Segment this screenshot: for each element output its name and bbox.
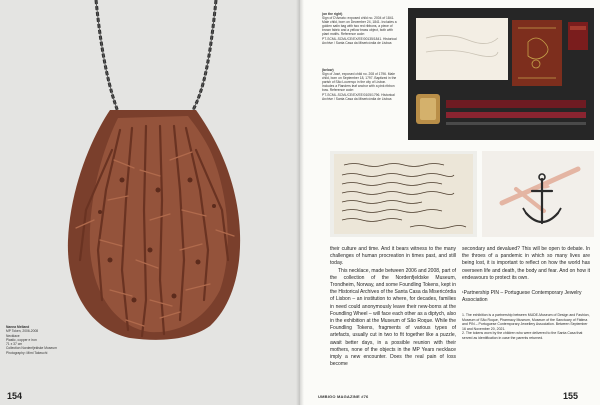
caption-title: MP Token, 2006-2008 bbox=[6, 329, 39, 334]
caption-collection: Collection Nordenfjeldske Museum bbox=[6, 346, 57, 351]
body-column-2 bbox=[462, 246, 590, 341]
page-number-left: 154 bbox=[7, 391, 23, 401]
caption-artist: Nanna Melland bbox=[6, 325, 30, 329]
footnotes bbox=[462, 313, 590, 341]
caption-photographer: Photography: Mimi Takeuchi bbox=[6, 350, 48, 355]
caption-type: Necklace bbox=[6, 333, 20, 338]
left-caption bbox=[6, 325, 126, 355]
paragraph: their culture and time. And it bears witness to the many challenges of human procreation in times past, and still today. bbox=[330, 246, 456, 267]
caption-below bbox=[322, 68, 398, 101]
footnote: 1. The exhibition is a partnership between MUDE‑Museum of Design and Fashion, Museum of São Roque, Pharmacy Museum, Museum of the Sanctuary of Fátima and PIN – Portuguese Contemporary Jewellery Association. Between September 16 and November 20, 2021. bbox=[462, 313, 590, 331]
foundling-tokens-photo bbox=[408, 8, 594, 140]
footnote: 2. The tokens worn by the children who were delivered to the Santa Casa that served as identification in case the parents returned. bbox=[462, 331, 583, 340]
caption-label: (below) bbox=[322, 68, 334, 72]
anchor-token-photo bbox=[482, 151, 594, 237]
caption-dimensions: 71 x 37 cm bbox=[6, 342, 23, 347]
caption-materials: Plastic, copper e iron bbox=[6, 337, 37, 342]
handwritten-letter-photo bbox=[330, 151, 477, 237]
paragraph: secondary and devalued? This will be open to debate. In the throes of a pandemic in which so many lives are being lost, it is important to reflect on how the world has overseen life and death, the body and fear. And on how it endeavours to protect its own. bbox=[462, 246, 590, 281]
caption-text: Sign of José, exposed child no. 208 of 1796. Male child, born on September 18, 1797. Baptized in the parish of São Lourenço in the city of Lisbon. Includes a Flanders leaf anchor with a pink ribbon bow. Reference code: PT‑SCML‑SCML/CE/EX/EE/0105/1796. Historical Archive / Santa Casa da Misericórdia de Lisboa bbox=[322, 72, 397, 101]
spine-gutter bbox=[296, 0, 304, 405]
caption-label: (on the right) bbox=[322, 12, 343, 16]
necklace-photo bbox=[10, 0, 270, 340]
paragraph: This necklace, made between 2006 and 2008, part of the collection of the Nordenfjeldske Museum, Trondheim, Norway, and some Foundling Tokens, kept in the Historical Archives of the Santa Casa da Misericórdia of Lisbon – an institution to where, for decades, families in need could anonymously leave their new-borns at the Foundling Wheel – will face each other as a diptych, also in the exhibition at the Museum of São Roque. While the Foundling Tokens, fragments of various types of artefacts, usually cut in two to fit together like a puzzle, await better days, in a possible reunion with their mothers, none of the objects in the MP Years necklace imply a new encounter. Does the real pain of loss become bbox=[330, 267, 456, 368]
body-column-1 bbox=[330, 246, 456, 368]
page-number-right: 155 bbox=[563, 391, 579, 401]
caption-text: Sign of D'Amato: exposed child no. 2004 of 1841. Male child, born on December 24, 1841. Includes a golden satin bag with two red ribbons, a piece of brown fabric and a yellow brass object, both with plant motifs. Reference code: PT‑SCML‑SCML/CE/EX/EE/00135/1841. Historical Archive / Santa Casa da Misericórdia de Lisboa bbox=[322, 16, 397, 45]
running-head: UMBIGO MAGAZINE #76 bbox=[318, 394, 369, 399]
footnote-partnership: ¹Partnership PIN – Portuguese Contemporary Jewelry Association bbox=[462, 290, 582, 304]
caption-on-the-right bbox=[322, 12, 398, 45]
